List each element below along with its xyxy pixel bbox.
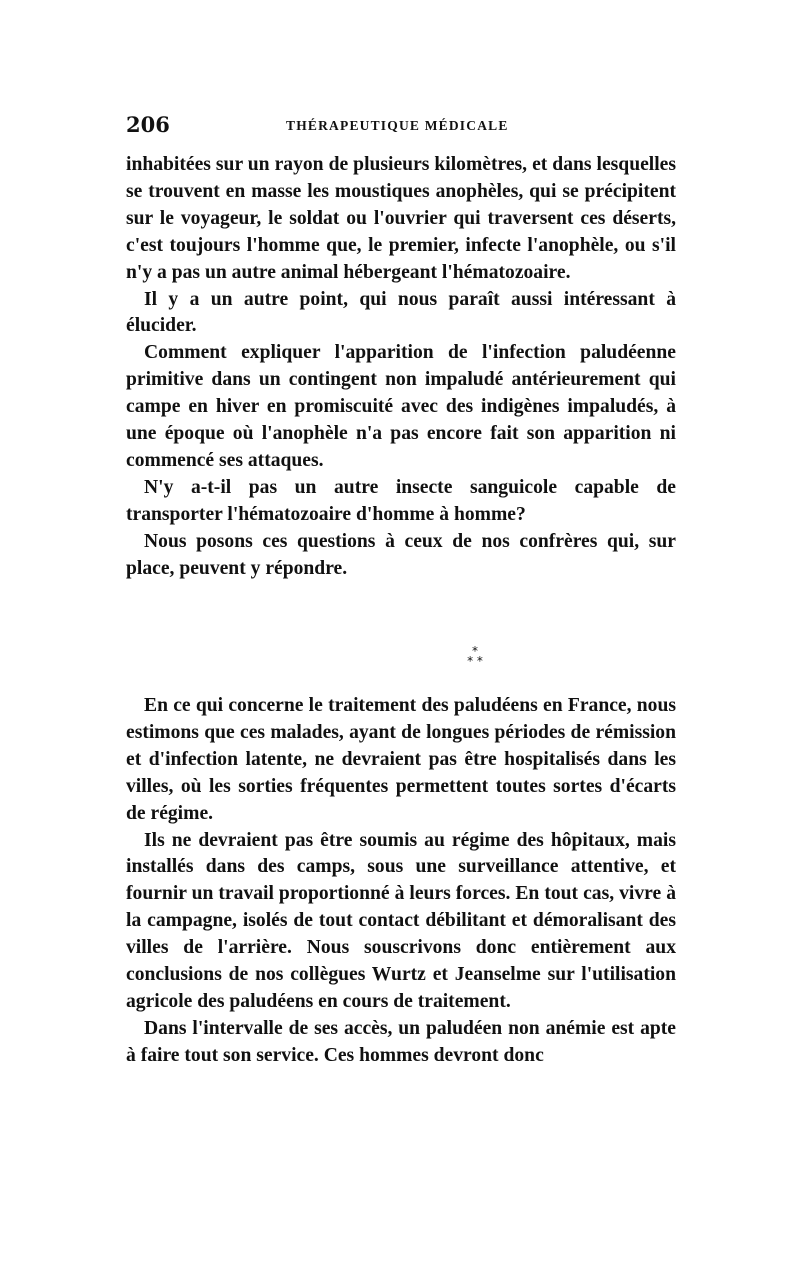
paragraph: N'y a-t-il pas un autre insecte sanguicole capable de transporter l'hématozoaire d'homme à homme?	[126, 476, 676, 525]
page-header	[126, 112, 676, 142]
asterism-top: *	[472, 644, 478, 658]
paragraph: inhabitées sur un rayon de plusieurs kilomètres, et dans lesquelles se trouvent en masse les moustiques anophèles, qui se précipitent sur le voyageur, le soldat ou l'ouvrier qui traversent ces déserts, c'est toujours l'homme que, le premier, infecte l'anophèle, ou s'il n'y a pas un autre animal hébergeant l'hématozoaire.	[126, 154, 676, 283]
paragraph: Comment expliquer l'apparition de l'infection paludéenne primitive dans un contingent non impaludé antérieurement qui campe en hiver en promiscuité avec des indigènes impaludés, à une époque où l'anophèle n'a pas encore fait son apparition ni commencé ses attaques.	[126, 342, 676, 471]
paragraph: Nous posons ces questions à ceux de nos confrères qui, sur place, peuvent y répondre.	[126, 530, 676, 579]
asterism-separator	[455, 646, 495, 666]
paragraph: Ils ne devraient pas être soumis au régime des hôpitaux, mais installés dans des camps, sous une surveillance attentive, et fournir un travail proportionné à leurs forces. En tout cas, vivre à la campagne, isolés de tout contact débilitant et démoralisant des villes de l'arrière. Nous souscrivons donc entièrement aux conclusions de nos collègues Wurtz et Jeanselme sur l'utilisation agricole des paludéens en cours de traitement.	[126, 829, 676, 1012]
running-head: THÉRAPEUTIQUE MÉDICALE	[286, 118, 509, 133]
paragraph: Dans l'intervalle de ses accès, un paludéen non anémie est apte à faire tout son service. Ces hommes devront donc	[126, 1017, 676, 1066]
text-section-1	[126, 152, 676, 583]
asterism-bottom: * *	[467, 654, 483, 668]
paragraph: En ce qui concerne le traitement des paludéens en France, nous estimons que ces malades, ayant de longues périodes de rémission et d'infection latente, ne devraient pas être hospitalisés dans les villes, où les sorties fréquentes permettent toutes sortes d'écarts de régime.	[126, 695, 676, 824]
text-section-2	[126, 693, 676, 1070]
paragraph: Il y a un autre point, qui nous paraît aussi intéressant à élucider.	[126, 288, 676, 337]
page-number: 206	[126, 112, 170, 137]
